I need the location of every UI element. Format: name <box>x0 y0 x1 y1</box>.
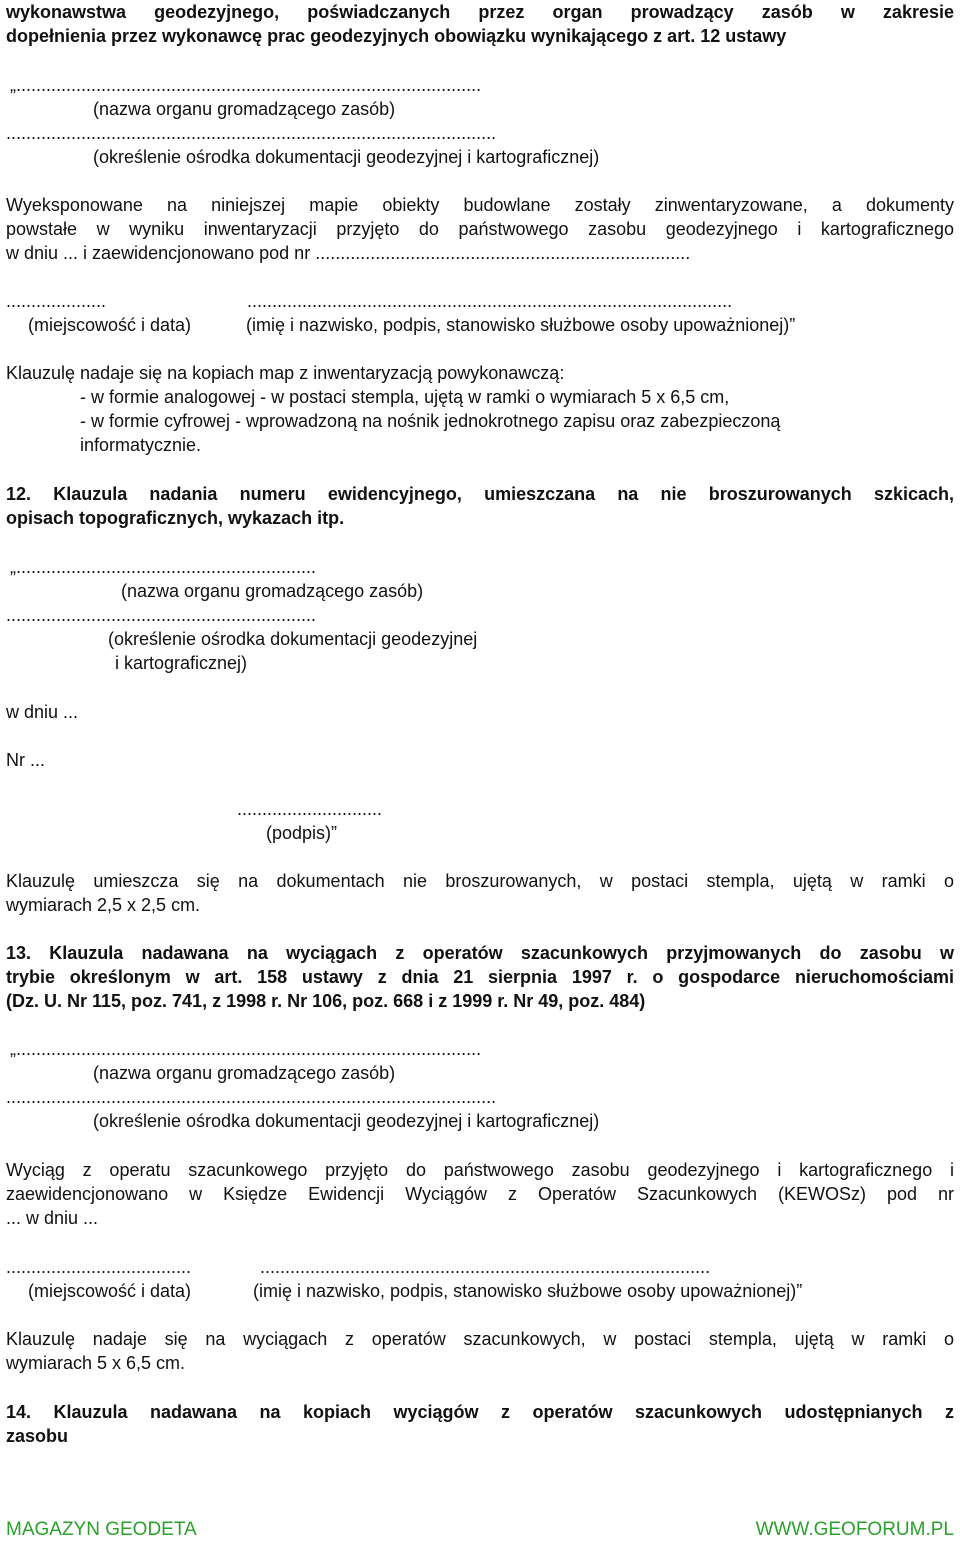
paragraph-line: ... w dniu ... <box>6 1208 99 1228</box>
paragraph-line: Wyeksponowane na niniejszej mapie obiekty budowlane zostały zinwentaryzowane, a dokumenty <box>6 195 954 215</box>
section-heading: 13. Klauzula nadawana na wyciągach z operatów szacunkowych przyjmowanych do zasobu w <box>6 943 954 963</box>
paragraph-line: Klauzulę umieszcza się na dokumentach nie broszurowanych, w postaci stempla, ujętą w ramki o <box>6 871 954 891</box>
paragraph-line: Wyciąg z operatu szacunkowego przyjęto do państwowego zasobu geodezyjnego i kartograficznego i <box>6 1160 954 1180</box>
number-field: Nr ... <box>6 750 45 770</box>
paragraph-line: dopełnienia przez wykonawcę prac geodezyjnych obowiązku wynikającego z art. 12 ustawy <box>6 26 787 46</box>
dotted-line: „............................................................................................. <box>10 1039 482 1059</box>
field-label: (określenie ośrodka dokumentacji geodezyjnej <box>108 629 478 649</box>
paragraph-line: wymiarach 2,5 x 2,5 cm. <box>6 895 201 915</box>
section-heading: opisach topograficznych, wykazach itp. <box>6 508 345 528</box>
paragraph-line: w dniu ... i zaewidencjonowano pod nr ........................................................................... <box>6 243 691 263</box>
list-item: - w formie analogowej - w postaci stempla, ujętą w ramki o wymiarach 5 x 6,5 cm, <box>80 387 730 407</box>
section-heading: (Dz. U. Nr 115, poz. 741, z 1998 r. Nr 106, poz. 668 i z 1999 r. Nr 49, poz. 484) <box>6 991 646 1011</box>
section-heading: 14. Klauzula nadawana na kopiach wyciągów z operatów szacunkowych udostępnianych z <box>6 1402 954 1422</box>
section-heading: zasobu <box>6 1426 69 1446</box>
field-label: (nazwa organu gromadzącego zasób) <box>121 581 424 601</box>
footer-magazine-name: MAGAZYN GEODETA <box>6 1519 197 1540</box>
section-heading: trybie określonym w art. 158 ustawy z dnia 21 sierpnia 1997 r. o gospodarce nieruchomościami <box>6 967 954 987</box>
signature-label: (podpis)” <box>266 823 338 843</box>
list-item: - w formie cyfrowej - wprowadzoną na nośnik jednokrotnego zapisu oraz zabezpieczoną <box>80 411 781 431</box>
dotted-line: „............................................................ <box>10 557 317 577</box>
section-heading: 12. Klauzula nadania numeru ewidencyjnego, umieszczana na nie broszurowanych szkicach, <box>6 484 954 504</box>
dotted-line: .................................................................................................. <box>6 1087 497 1107</box>
signature-label-right: (imię i nazwisko, podpis, stanowisko służbowe osoby upoważnionej)” <box>253 1281 803 1301</box>
date-field: w dniu ... <box>6 702 79 722</box>
signature-label-left: (miejscowość i data) <box>28 315 192 335</box>
paragraph-line: Klauzulę nadaje się na wyciągach z operatów szacunkowych, w postaci stempla, ujętą w ramki o <box>6 1329 954 1349</box>
signature-dots-left: ..................................... <box>6 1257 192 1277</box>
field-label: (określenie ośrodka dokumentacji geodezyjnej i kartograficznej) <box>93 1111 600 1131</box>
footer-website-link[interactable]: WWW.GEOFORUM.PL <box>755 1519 954 1540</box>
signature-dots-right: ................................................................................................. <box>247 291 733 311</box>
signature-dots: ............................. <box>237 799 383 819</box>
paragraph-line: wymiarach 5 x 6,5 cm. <box>6 1353 186 1373</box>
list-item: informatycznie. <box>80 435 202 455</box>
paragraph-line: powstałe w wyniku inwentaryzacji przyjęto do państwowego zasobu geodezyjnego i kartograficznego <box>6 219 954 239</box>
field-label: i kartograficznej) <box>115 653 248 673</box>
signature-dots-left: .................... <box>6 291 107 311</box>
signature-label-right: (imię i nazwisko, podpis, stanowisko służbowe osoby upoważnionej)” <box>246 315 796 335</box>
signature-label-left: (miejscowość i data) <box>28 1281 192 1301</box>
field-label: (nazwa organu gromadzącego zasób) <box>93 1063 396 1083</box>
paragraph-line: Klauzulę nadaje się na kopiach map z inwentaryzacją powykonawczą: <box>6 363 565 383</box>
dotted-line: „............................................................................................. <box>10 75 482 95</box>
field-label: (nazwa organu gromadzącego zasób) <box>93 99 396 119</box>
dotted-line: .................................................................................................. <box>6 123 497 143</box>
paragraph-line: zaewidencjonowano w Księdze Ewidencji Wyciągów z Operatów Szacunkowych (KEWOSz) pod nr <box>6 1184 954 1204</box>
field-label: (określenie ośrodka dokumentacji geodezyjnej i kartograficznej) <box>93 147 600 167</box>
dotted-line: .............................................................. <box>6 605 317 625</box>
signature-dots-right: .......................................................................................... <box>260 1257 711 1277</box>
paragraph-line: wykonawstwa geodezyjnego, poświadczanych przez organ prowadzący zasób w zakresie <box>6 2 954 22</box>
